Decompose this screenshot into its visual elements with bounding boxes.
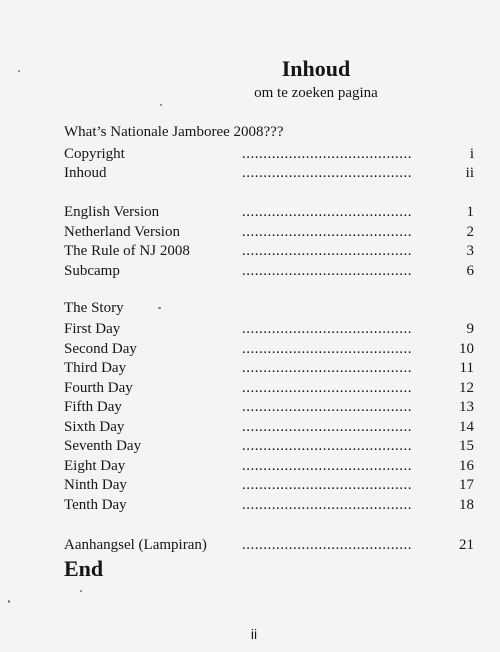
toc-label: The Rule of NJ 2008 bbox=[64, 243, 190, 259]
toc-page-number: ii bbox=[465, 165, 474, 181]
toc-entry-aanhangsel bbox=[64, 535, 474, 555]
toc-entry-third-day bbox=[64, 358, 474, 378]
toc-entry-fifth-day bbox=[64, 397, 474, 417]
toc-page-number: 2 bbox=[466, 224, 474, 240]
toc-page-number: 17 bbox=[459, 477, 474, 493]
toc-entry-tenth-day bbox=[64, 495, 474, 515]
toc-page-number: 18 bbox=[459, 497, 474, 513]
toc-label: Aanhangsel (Lampiran) bbox=[64, 537, 207, 553]
toc-label: Tenth Day bbox=[64, 497, 127, 513]
toc-page-number: 15 bbox=[459, 438, 474, 454]
scan-speck bbox=[160, 104, 162, 106]
toc-page-number: 10 bbox=[459, 341, 474, 357]
toc-entry-subcamp bbox=[64, 261, 474, 281]
toc-entry-rule-of-nj bbox=[64, 241, 474, 261]
toc-leader-dots: ........................................ bbox=[242, 360, 412, 376]
toc-label: Fourth Day bbox=[64, 380, 133, 396]
toc-entry-fourth-day bbox=[64, 378, 474, 398]
toc-page-number: 13 bbox=[459, 399, 474, 415]
toc-leader-dots: ........................................ bbox=[242, 341, 412, 357]
toc-leader-dots: ........................................ bbox=[242, 165, 412, 181]
toc-entry-inhoud bbox=[64, 163, 474, 183]
toc-leader-dots: ........................................ bbox=[242, 146, 412, 162]
toc-leader-dots: ........................................ bbox=[242, 399, 412, 415]
toc-label: First Day bbox=[64, 321, 121, 337]
scan-speck bbox=[158, 307, 161, 309]
toc-leader-dots: ........................................ bbox=[242, 204, 412, 220]
toc-label: Fifth Day bbox=[64, 399, 122, 415]
story-heading: The Story bbox=[64, 300, 124, 316]
page-folio: ii bbox=[250, 626, 258, 642]
toc-label: Inhoud bbox=[64, 165, 107, 181]
toc-page-number: 21 bbox=[459, 537, 474, 553]
scan-speck bbox=[18, 70, 20, 72]
toc-page-number: 9 bbox=[466, 321, 474, 337]
scan-speck bbox=[8, 600, 10, 603]
scan-speck bbox=[80, 590, 82, 592]
toc-leader-dots: ........................................ bbox=[242, 224, 412, 240]
toc-page-number: 12 bbox=[459, 380, 474, 396]
toc-page-number: 3 bbox=[466, 243, 474, 259]
toc-leader-dots: ........................................ bbox=[242, 438, 412, 454]
toc-page-number: 14 bbox=[459, 419, 474, 435]
toc-label: Copyright bbox=[64, 146, 125, 162]
end-label: End bbox=[64, 556, 104, 581]
toc-leader-dots: ........................................ bbox=[242, 380, 412, 396]
toc-entry-eight-day bbox=[64, 456, 474, 476]
toc-entry-sixth-day bbox=[64, 417, 474, 437]
toc-page-number: i bbox=[469, 146, 474, 162]
toc-label: Eight Day bbox=[64, 458, 126, 474]
toc-page-number: 6 bbox=[466, 263, 474, 279]
toc-leader-dots: ........................................ bbox=[242, 321, 412, 337]
toc-label: Third Day bbox=[64, 360, 127, 376]
page-title: Inhoud bbox=[281, 56, 351, 81]
toc-entry-ninth-day bbox=[64, 475, 474, 495]
toc-page-number: 11 bbox=[459, 360, 474, 376]
toc-label: Netherland Version bbox=[64, 224, 180, 240]
toc-entry-english-version bbox=[64, 202, 474, 222]
page-subtitle: om te zoeken pagina bbox=[254, 85, 378, 101]
toc-leader-dots: ........................................ bbox=[242, 458, 412, 474]
toc-entry-seventh-day bbox=[64, 436, 474, 456]
toc-leader-dots: ........................................ bbox=[242, 497, 412, 513]
toc-label: Seventh Day bbox=[64, 438, 142, 454]
toc-label: Ninth Day bbox=[64, 477, 127, 493]
toc-leader-dots: ........................................ bbox=[242, 243, 412, 259]
toc-leader-dots: ........................................ bbox=[242, 537, 412, 553]
intro-heading: What’s Nationale Jamboree 2008??? bbox=[64, 124, 284, 140]
toc-label: Subcamp bbox=[64, 263, 120, 279]
toc-entry-first-day bbox=[64, 319, 474, 339]
toc-leader-dots: ........................................ bbox=[242, 263, 412, 279]
toc-entry-second-day bbox=[64, 339, 474, 359]
toc-leader-dots: ........................................ bbox=[242, 419, 412, 435]
toc-label: Sixth Day bbox=[64, 419, 125, 435]
toc-label: Second Day bbox=[64, 341, 137, 357]
toc-entry-netherland-version bbox=[64, 222, 474, 242]
toc-leader-dots: ........................................ bbox=[242, 477, 412, 493]
toc-label: English Version bbox=[64, 204, 160, 220]
toc-entry-copyright bbox=[64, 144, 474, 164]
toc-page-number: 16 bbox=[459, 458, 474, 474]
toc-page-number: 1 bbox=[466, 204, 474, 220]
